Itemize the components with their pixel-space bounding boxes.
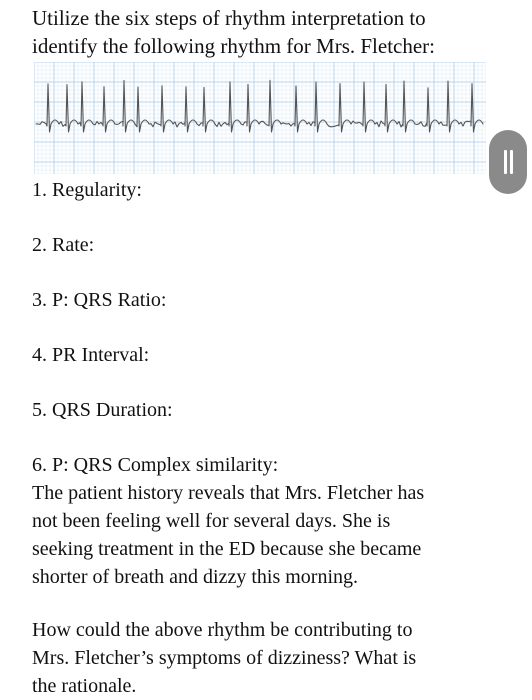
rationale-prompt [32,616,512,700]
prompt-line-3: the rationale. [32,675,137,697]
history-line-3: seeking treatment in the ED because she became [32,538,422,560]
intro-text [32,4,512,60]
prompt-line-2: Mrs. Fletcher’s symptoms of dizziness? What is [32,647,417,669]
question-pr-interval: 4. PR Interval: [32,344,150,366]
scroll-grip-icon[interactable] [489,130,527,194]
history-line-2: not been feeling well for several days. She is [32,510,391,532]
question-rate: 2. Rate: [32,234,95,256]
history-line-4: shorter of breath and dizzy this morning. [32,566,359,588]
grip-line-icon [504,150,507,174]
ecg-rhythm-strip [34,62,486,174]
patient-history [32,479,512,591]
history-line-1: The patient history reveals that Mrs. Fletcher has [32,482,425,504]
question-regularity: 1. Regularity: [32,179,142,201]
ecg-grid [34,62,486,174]
intro-line-1: Utilize the six steps of rhythm interpretation to [32,6,426,30]
question-p-qrs-similarity: 6. P: QRS Complex similarity: [32,454,279,476]
grip-line-icon [510,150,513,174]
question-p-qrs-ratio: 3. P: QRS Ratio: [32,289,167,311]
intro-line-2: identify the following rhythm for Mrs. Fletcher: [32,34,436,58]
prompt-line-1: How could the above rhythm be contributing to [32,619,413,641]
question-qrs-duration: 5. QRS Duration: [32,399,173,421]
